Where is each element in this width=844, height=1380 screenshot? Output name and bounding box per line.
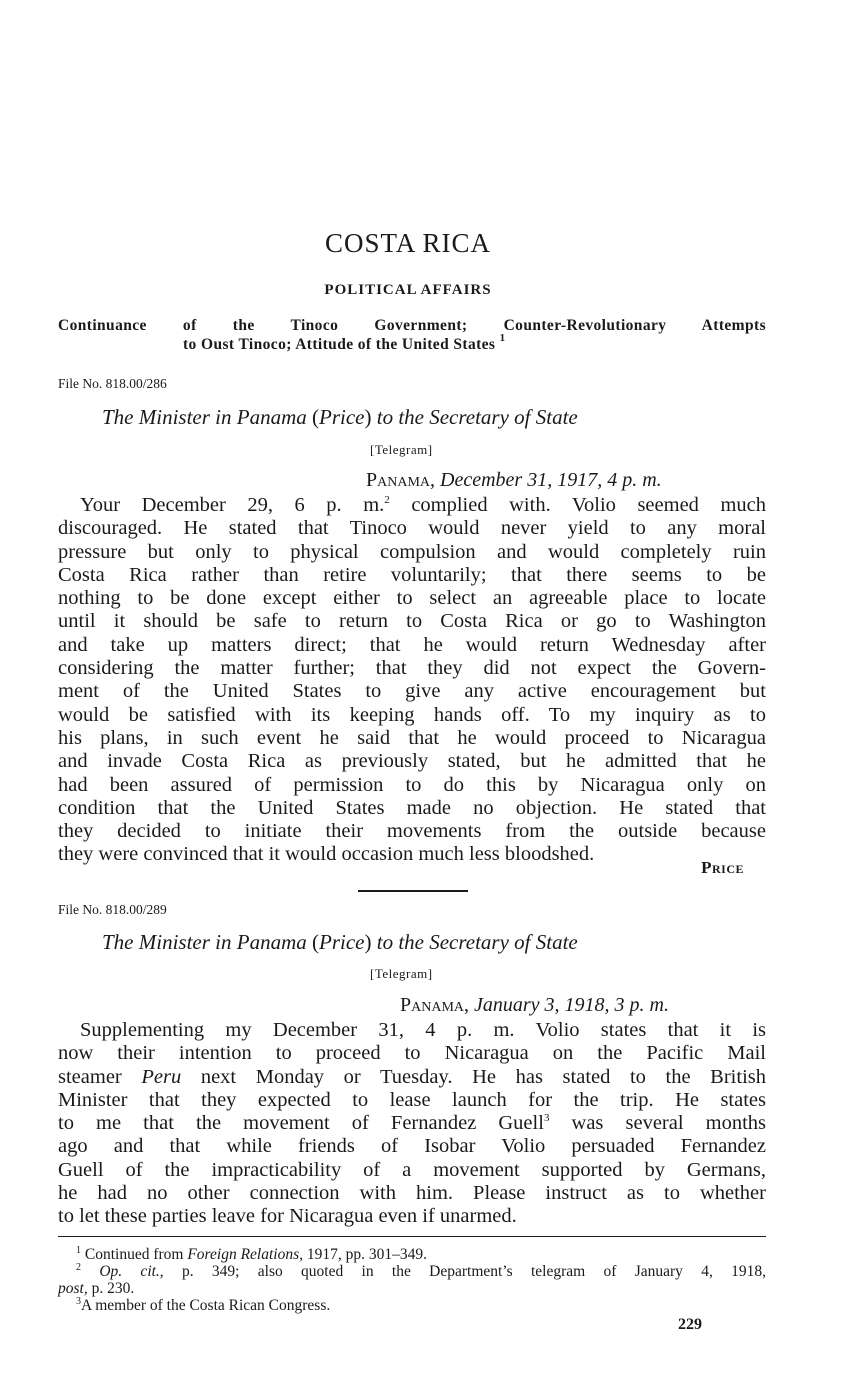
telegram-body: [58, 1019, 766, 1229]
dateline: Panama, December 31, 1917, 4 p. m.: [366, 469, 662, 491]
body-line: pressure but only to physical compulsion and would completely ruin: [58, 540, 766, 563]
subtitle: [58, 316, 766, 354]
body-line: ment of the United States to give any active encouragement but: [58, 680, 766, 703]
dateline: Panama, January 3, 1918, 3 p. m.: [400, 994, 669, 1016]
body-line: nothing to be done except either to select an agreeable place to locate: [58, 587, 766, 610]
subtitle-line-1: Continuance of the Tinoco Government; Counter-Revolutionary Attempts: [58, 317, 766, 334]
body-line: they decided to initiate their movements from the outside because: [58, 820, 766, 843]
body-line: Guell of the impracticability of a movement supported by Germans,: [58, 1158, 766, 1181]
footnote-divider: [58, 1236, 766, 1237]
body-line: Costa Rica rather than retire voluntarily; that there seems to be: [58, 563, 766, 586]
body-line: he had no other connection with him. Please instruct as to whether: [58, 1182, 766, 1205]
body-line: and take up matters direct; that he would return Wednesday after: [58, 633, 766, 656]
telegram-label: [Telegram]: [370, 966, 433, 981]
body-line: considering the matter further; that they did not expect the Govern-: [58, 657, 766, 680]
footnote-2-cont: post, p. 230.: [58, 1280, 135, 1297]
telegram-label: [Telegram]: [370, 442, 433, 457]
file-number: File No. 818.00/286: [58, 376, 167, 391]
body-line: his plans, in such event he said that he would proceed to Nicaragua: [58, 726, 766, 749]
page-number: 229: [678, 1316, 702, 1333]
file-number: File No. 818.00/289: [58, 902, 167, 917]
footnotes: [58, 1246, 766, 1314]
telegram-body: [58, 494, 766, 867]
body-line: would be satisfied with its keeping hands off. To my inquiry as to: [58, 703, 766, 726]
divider: [358, 890, 468, 892]
footnote-ref: 2: [384, 494, 390, 506]
body-line: condition that the United States made no objection. He stated that: [58, 796, 766, 819]
body-line: discouraged. He stated that Tinoco would never yield to any moral: [58, 517, 766, 540]
page-title: COSTA RICA: [324, 228, 492, 258]
footnote-ref: 3: [543, 1112, 550, 1125]
footnote-ref: 1: [499, 332, 506, 344]
body-line: steamer Peru next Monday or Tuesday. He has stated to the British: [58, 1065, 766, 1088]
body-line: to let these parties leave for Nicaragua even if unarmed.: [58, 1205, 517, 1228]
body-line: and invade Costa Rica as previously stated, but he admitted that he: [58, 750, 766, 773]
document-heading: The Minister in Panama (Price) to the Secretary of State: [102, 930, 578, 954]
body-line: now their intention to proceed to Nicaragua on the Pacific Mail: [58, 1042, 766, 1065]
body-line: they were convinced that it would occasion much less bloodshed.: [58, 843, 595, 866]
footnote-1: $^1$ Continued from Foreign Relations, 1917, pp. 301–349.: [76, 1245, 428, 1263]
body-line: ago and that while friends of Isobar Volio persuaded Fernandez: [58, 1135, 766, 1158]
body-line: had been assured of permission to do this by Nicaragua only on: [58, 773, 766, 796]
footnote-2: $^2$ Op. cit., p. 349; also quoted in the Department’s telegram of January 4, 1918,: [76, 1262, 767, 1280]
body-line: until it should be safe to return to Costa Rica or go to Washington: [58, 610, 766, 633]
document-heading: The Minister in Panama (Price) to the Secretary of State: [102, 405, 578, 429]
subtitle-line-2: to Oust Tinoco; Attitude of the United States $^1$: [183, 332, 506, 353]
footnote-3: $^3$A member of the Costa Rican Congress.: [76, 1296, 331, 1314]
body-line: to me that the movement of Fernandez Guell$^3$ was several months: [58, 1112, 766, 1135]
section-heading: POLITICAL AFFAIRS: [324, 282, 492, 298]
body-line: Your December 29, 6 p. m.$^2$ complied with. Volio seemed much: [80, 494, 766, 516]
body-line: Supplementing my December 31, 4 p. m. Volio states that it is: [80, 1019, 766, 1041]
signature: Price: [701, 858, 744, 877]
body-line: Minister that they expected to lease launch for the trip. He states: [58, 1088, 766, 1111]
